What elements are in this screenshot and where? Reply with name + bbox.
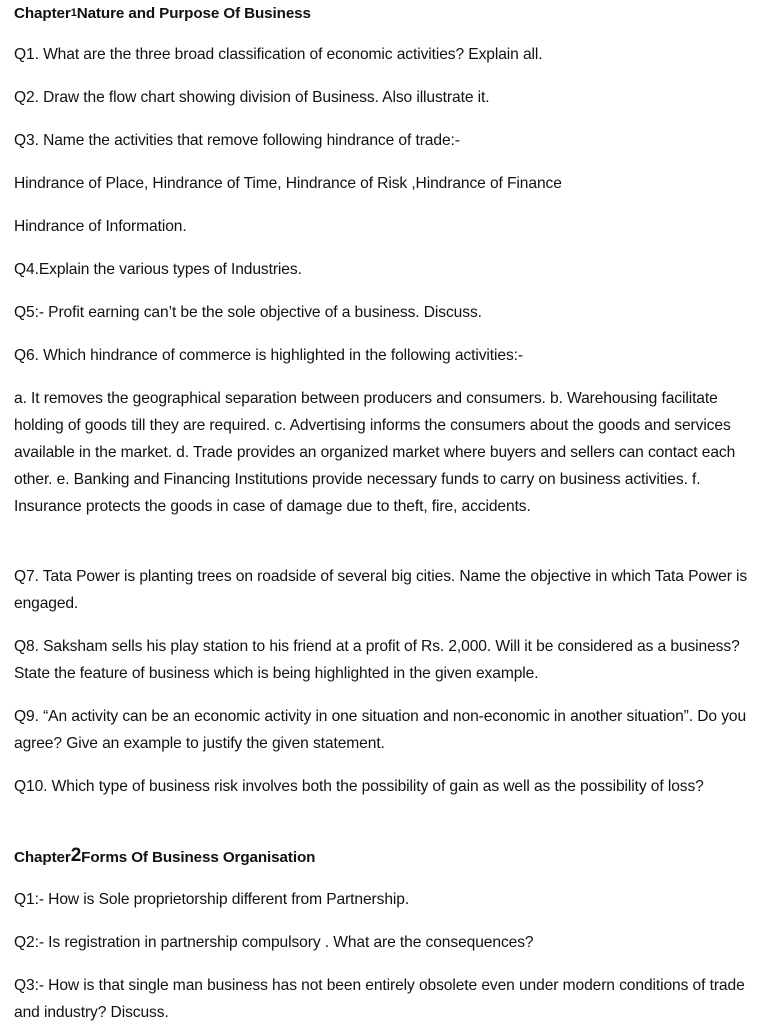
ch1-question-6: Q6. Which hindrance of commerce is highlighted in the following activities:- xyxy=(14,347,523,364)
chapter-1-number: 1 xyxy=(70,7,77,19)
chapter-1-heading xyxy=(14,0,311,27)
ch1-question-2: Q2. Draw the flow chart showing division of Business. Also illustrate it. xyxy=(14,89,490,106)
ch2-question-3: Q3:- How is that single man business has not been entirely obsolete even under modern conditions of trade and industry? Discuss. xyxy=(14,977,745,1021)
ch1-question-7: Q7. Tata Power is planting trees on roadside of several big cities. Name the objective in which Tata Power is engaged. xyxy=(14,568,748,612)
ch1-question-10: Q10. Which type of business risk involves both the possibility of gain as well as the possibility of loss? xyxy=(14,778,704,795)
ch1-question-4: Q4.Explain the various types of Industries. xyxy=(14,261,302,278)
ch1-question-5: Q5:- Profit earning can’t be the sole objective of a business. Discuss. xyxy=(14,304,482,321)
ch1-question-3-hindrances-cont: Hindrance of Information. xyxy=(14,218,187,235)
ch1-question-6-activities: a. It removes the geographical separation between producers and consumers. b. Warehousing facilitate holding of goods till they are required. c. Advertising informs the consumers about the goods and services available in the market. d. Trade provides an organized market where buyers and sellers can contact each other. e. Banking and Financing Institutions provide necessary funds to carry on business activities. f. Insurance protects the goods in case of damage due to theft, fire, accidents. xyxy=(14,390,736,515)
chapter-1-title: Nature and Purpose Of Business xyxy=(76,5,311,22)
chapter-2-number: 2 xyxy=(70,845,82,866)
ch1-question-3: Q3. Name the activities that remove following hindrance of trade:- xyxy=(14,132,460,149)
ch1-question-3-hindrances: Hindrance of Place, Hindrance of Time, Hindrance of Risk ,Hindrance of Finance xyxy=(14,175,562,192)
chapter-2-title: Forms Of Business Organisation xyxy=(81,849,316,866)
ch1-question-9: Q9. “An activity can be an economic activity in one situation and non-economic in another situation”. Do you agree? Give an example to justify the given statement. xyxy=(14,708,747,752)
ch1-question-8: Q8. Saksham sells his play station to his friend at a profit of Rs. 2,000. Will it be considered as a business? State the feature of business which is being highlighted in the given example. xyxy=(14,638,740,682)
ch2-question-1: Q1:- How is Sole proprietorship different from Partnership. xyxy=(14,891,410,908)
ch2-question-2: Q2:- Is registration in partnership compulsory . What are the consequences? xyxy=(14,934,534,951)
ch1-question-1: Q1. What are the three broad classification of economic activities? Explain all. xyxy=(14,46,543,63)
chapter-2-heading xyxy=(14,842,315,871)
chapter-2-prefix: Chapter xyxy=(14,849,71,866)
chapter-1-prefix: Chapter xyxy=(14,5,71,22)
